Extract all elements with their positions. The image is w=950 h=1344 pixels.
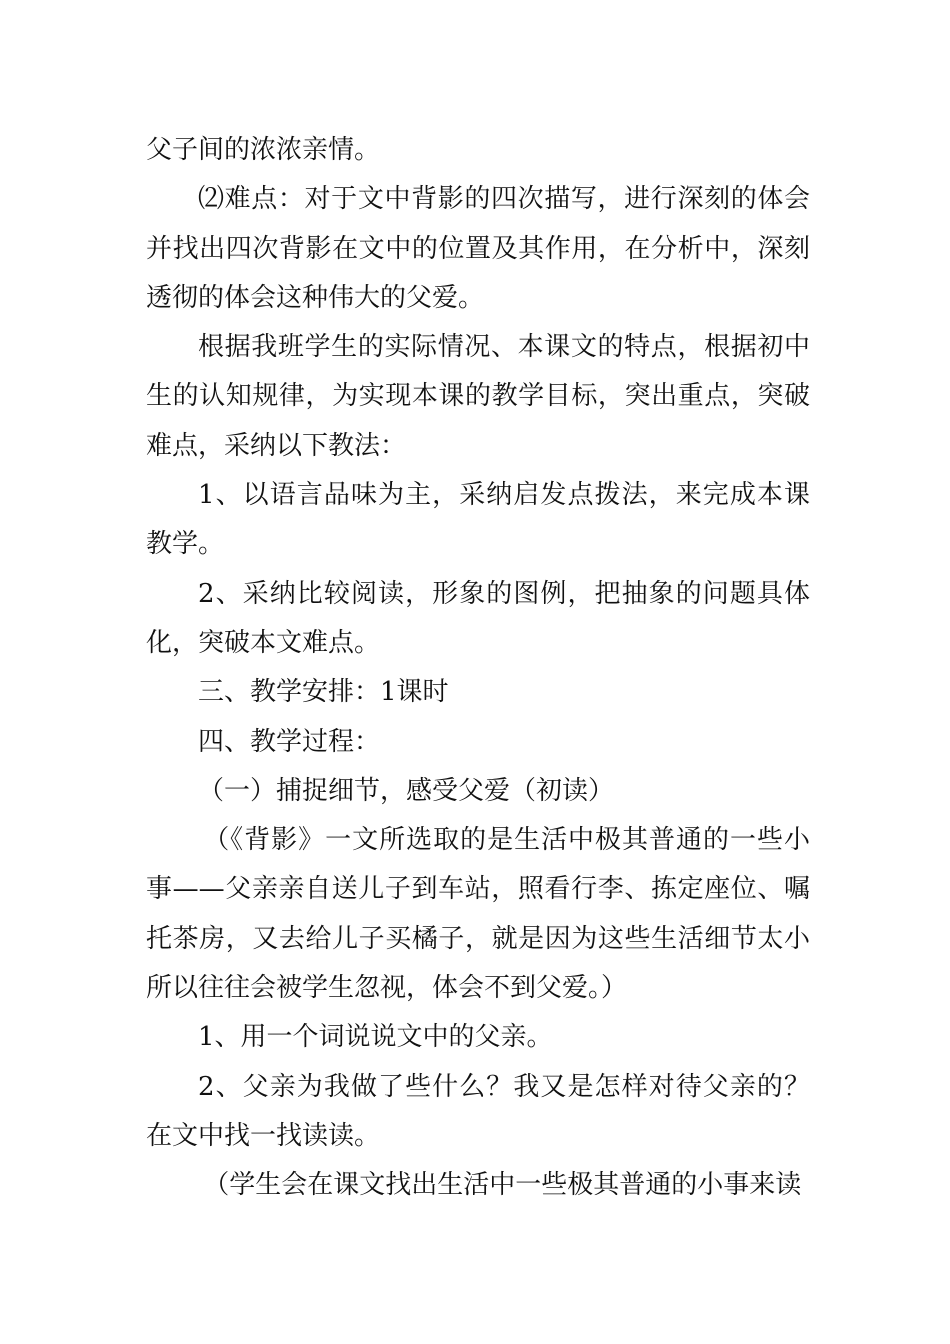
paragraph-12: （学生会在课文找出生活中一些极其普通的小事来读 (203, 1170, 802, 1201)
paragraph-7: 四、教学过程： (198, 726, 381, 757)
paragraph-6: 三、教学安排：1课时 (198, 677, 449, 708)
paragraph-4: 1、以语言品味为主，采纳启发点拨法，来完成本课教学。 (146, 480, 810, 560)
paragraph-1: 父子间的浓浓亲情。 (146, 135, 381, 165)
paragraph-11: 2、父亲为我做了些什么？我又是怎样对待父亲的？在文中找一找读读。 (146, 1071, 810, 1151)
paragraph-5: 2、采纳比较阅读，形象的图例，把抽象的问题具体化，突破本文难点。 (146, 578, 810, 658)
paragraph-8: （一）捕捉细节，感受父爱（初读） (198, 775, 615, 806)
paragraph-3: 根据我班学生的实际情况、本课文的特点，根据初中生的认知规律，为实现本课的教学目标，突出重点，突破难点，采纳以下教法： (146, 332, 810, 461)
paragraph-2: ⑵难点：对于文中背影的四次描写，进行深刻的体会并找出四次背影在文中的位置及其作用，在分析中，深刻透彻的体会这种伟大的父爱。 (146, 184, 810, 313)
paragraph-9: （《背影》一文所选取的是生活中极其普通的一些小事——父亲亲自送儿子到车站，照看行李、拣定座位、嘱托茶房，又去给儿子买橘子，就是因为这些生活细节太小所以往往会被学生忽视，体会不到父爱。） (146, 825, 810, 1004)
document-body (146, 126, 810, 1211)
paragraph-10: 1、用一个词说说文中的父亲。 (198, 1022, 553, 1053)
